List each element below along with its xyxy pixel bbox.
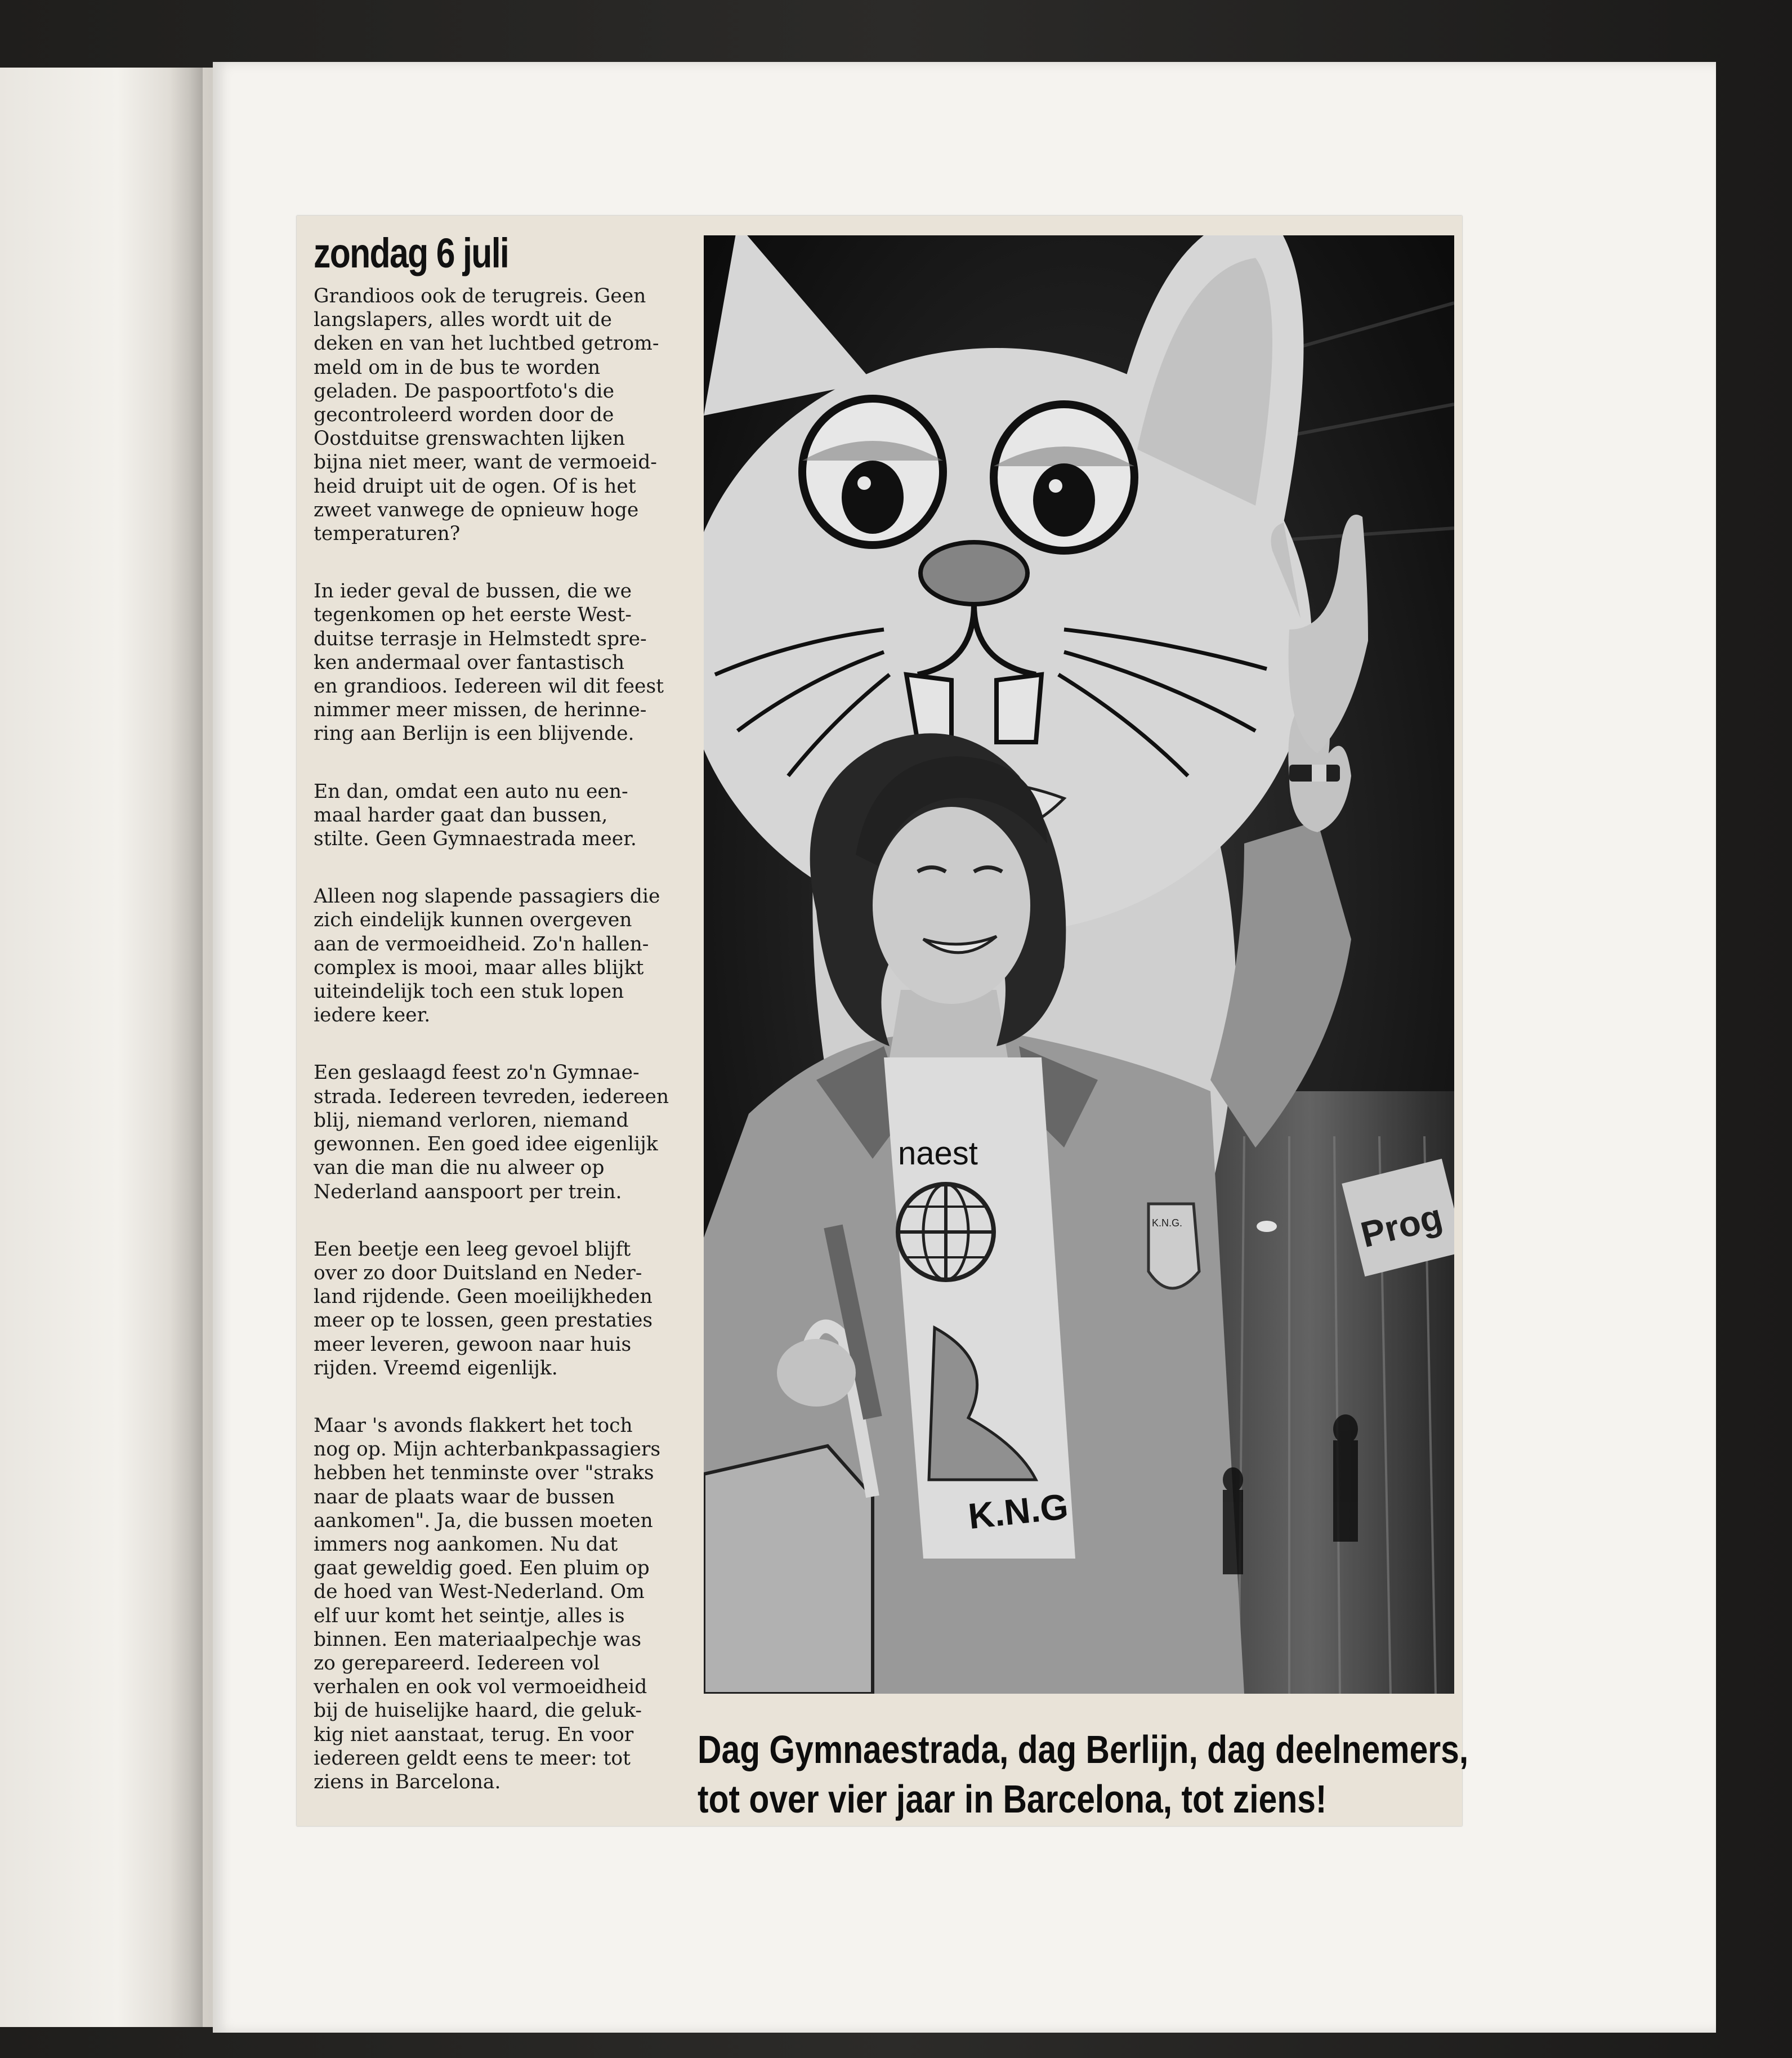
bag-text: K.N.G xyxy=(966,1485,1070,1537)
article-paragraph: Een beetje een leeg gevoel blijft over zo door Duitsland en Neder- land rijdende. Geen moeilijkheden meer op te lossen, geen prestaties meer leveren, gewoon naar huis rijden. Vreemd eigenlijk. xyxy=(314,1238,653,1380)
page-fold-shadow xyxy=(169,68,203,2027)
bleed-through-text xyxy=(668,226,702,1819)
background-sign: Prog xyxy=(1356,1196,1446,1256)
news-photo xyxy=(704,235,1454,1694)
newspaper-clipping xyxy=(297,216,1469,1826)
article-paragraph: In ieder geval de bussen, die we tegenkomen op het eerste West- duitse terrasje in Helmstedt spre- ken andermaal over fantastisch en grandioos. Iedereen wil dit feest nimmer meer missen, de herinne- ring aan Berlijn is een blijvende. xyxy=(314,580,664,745)
shirt-text: naest xyxy=(898,1135,978,1172)
article-headline: zondag 6 juli xyxy=(314,230,509,276)
article-column xyxy=(314,226,674,1819)
caption-line-2: tot over vier jaar in Barcelona, tot ziens! xyxy=(698,1777,1327,1821)
article-paragraph: En dan, omdat een auto nu een- maal harder gaat dan bussen, stilte. Geen Gymnaestrada meer. xyxy=(314,780,637,851)
article-paragraph: Een geslaagd feest zo'n Gymnae- strada. Iedereen tevreden, iedereen blij, niemand verloren, niemand gewonnen. Een goed idee eigenlijk van die man die nu alweer op Nederland aanspoort per trein. xyxy=(314,1061,669,1203)
caption-line-1: Dag Gymnaestrada, dag Berlijn, dag deelnemers, xyxy=(698,1727,1469,1771)
photo-illustration xyxy=(704,235,1454,1694)
article-paragraph: Maar 's avonds flakkert het toch nog op. Mijn achterbankpassagiers hebben het tenminste over "straks naar de plaats waar de bussen aankomen". Ja, die bussen moeten immers nog aankomen. Nu dat gaat geweldig goed. Een pluim op de hoed van West-Nederland. Om elf uur komt het seintje, alles is binnen. Een materiaalpechje was zo gerepareerd. Iedereen vol verhalen en ook vol vermoeidheid bij de huiselijke haard, die geluk- kig niet aanstaat, terug. En voor iedereen geldt eens te meer: tot ziens in Barcelona. xyxy=(314,1414,661,1793)
article-paragraph: Alleen nog slapende passagiers die zich eindelijk kunnen overgeven aan de vermoeidheid. Zo'n hallen- complex is mooi, maar alles blijkt uiteindelijk toch een stuk lopen iedere keer. xyxy=(314,885,660,1027)
article-paragraph: Grandioos ook de terugreis. Geen langslapers, alles wordt uit de deken en van het luchtbed getrom- meld om in de bus te worden geladen. De paspoortfoto's die gecontroleerd worden door de Oostduitse grenswachten lijken bijna niet meer, want de vermoeid- heid druipt uit de ogen. Of is het zweet vanwege de opnieuw hoge temperaturen? xyxy=(314,285,659,546)
photo-caption xyxy=(698,1725,1469,1824)
badge-text: K.N.G. xyxy=(1152,1217,1183,1229)
